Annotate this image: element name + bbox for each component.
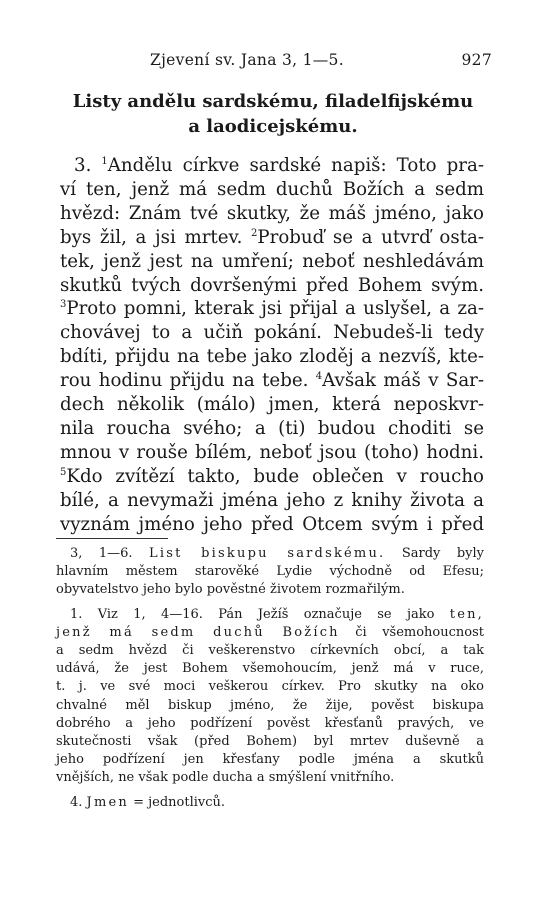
text-line: bdíti, přijdu na tebe jako zloděj a nezvíš, kte- — [60, 346, 484, 368]
text-line: skutků tvých dovršenými před Bohem svým. — [60, 274, 484, 296]
footnote-2 — [56, 606, 484, 788]
note-line: dobrého a jeho podřízení pověst křesťanů pravých, ve — [56, 715, 484, 731]
running-title: Zjevení sv. Jana 3, 1—5. — [150, 51, 344, 69]
note-line: skutečnosti však (před Bohem) byl mrtev duševně a — [56, 734, 484, 750]
footnote-1 — [56, 545, 484, 600]
note-line: jeho podřízení jen křesťany podle jména a skutků — [56, 752, 484, 768]
note-line: vnějších, ne však podle ducha a smýšlení vnitřního. — [56, 770, 395, 786]
chapter-number: 3. — [74, 155, 92, 176]
verse-number: 4 — [315, 371, 323, 383]
text-line: dech několik (málo) jmen, která neposkvr- — [60, 394, 484, 416]
text-line: $^3$Proto pomni, kterak jsi přijal a uslyšel, a za- — [60, 298, 484, 320]
note-line: 1. Viz 1, 4—16. Pán Ježíš označuje se jako ten, — [70, 606, 484, 622]
note-line: 4. Jmen = jednotlivců. — [70, 794, 226, 810]
text-line: 3. $^1$Andělu církve sardské napiš: Toto pra- — [74, 155, 484, 176]
note-line: 3, 1—6. List biskupu sardskému. Sardy byly — [70, 546, 484, 561]
verse-number: 2 — [251, 227, 258, 239]
text-line: hvězd: Znám tvé skutky, že máš jméno, jako — [60, 202, 484, 224]
section-title-line-1: Listy andělu sardskému, filadelfijskému — [72, 91, 474, 112]
section-title — [44, 89, 502, 139]
note-line: jenž má sedm duchů Božích či všemohoucnost — [56, 624, 485, 640]
note-line: a sedm hvězd či veškerenstvo církevních obcí, a tak — [56, 643, 484, 659]
text-line: vyznám jméno jeho před Otcem svým i před — [60, 513, 484, 535]
text-line: chovávej to a učiň pokání. Nebudeš-li tedy — [60, 322, 484, 344]
note-line: t. j. ve své moci veškerou církev. Pro skutky na oko — [56, 679, 484, 695]
text-line: bílé, a nevymaži jména jeho z knihy života a — [60, 489, 484, 511]
text-line: mnou v rouše bílém, neboť jsou (toho) hodni. — [60, 441, 484, 463]
note-line: udává, že jest Bohem všemohoucím, jenž má v ruce, — [56, 661, 484, 677]
verse-number: 3 — [60, 299, 67, 311]
text-line: bys žil, a jsi mrtev. $^2$Probuď se a utvrď osta- — [60, 226, 484, 248]
footnote-divider — [56, 538, 168, 539]
text-line: nila roucha svého; a (ti) budou choditi se — [60, 417, 484, 439]
note-line: chvalné měl biskup jméno, že žije, pověst biskupa — [56, 697, 484, 713]
text-line: $^5$Kdo zvítězí takto, bude oblečen v roucho — [60, 465, 484, 487]
text-line: tek, jenž jest na umření; neboť neshledávám — [60, 250, 484, 272]
section-title-line-2: a laodicejskému. — [188, 116, 358, 137]
verse-number: 5 — [60, 466, 67, 478]
page-number: 927 — [461, 51, 492, 69]
footnotes — [56, 545, 484, 818]
text-line: rou hodinu přijdu na tebe. $^4$Avšak máš v Sar- — [60, 370, 484, 392]
note-line: obyvatelstvo jeho bylo pověstné životem rozmařilým. — [56, 582, 405, 598]
scripture-text — [60, 154, 484, 537]
footnote-3 — [56, 794, 484, 812]
running-head — [60, 51, 492, 73]
text-line: ví ten, jenž má sedm duchů Božích a sedm — [60, 178, 484, 200]
verse-number: 1 — [101, 156, 108, 167]
note-line: hlavním městem starověké Lydie východně od Efesu; — [56, 564, 484, 580]
